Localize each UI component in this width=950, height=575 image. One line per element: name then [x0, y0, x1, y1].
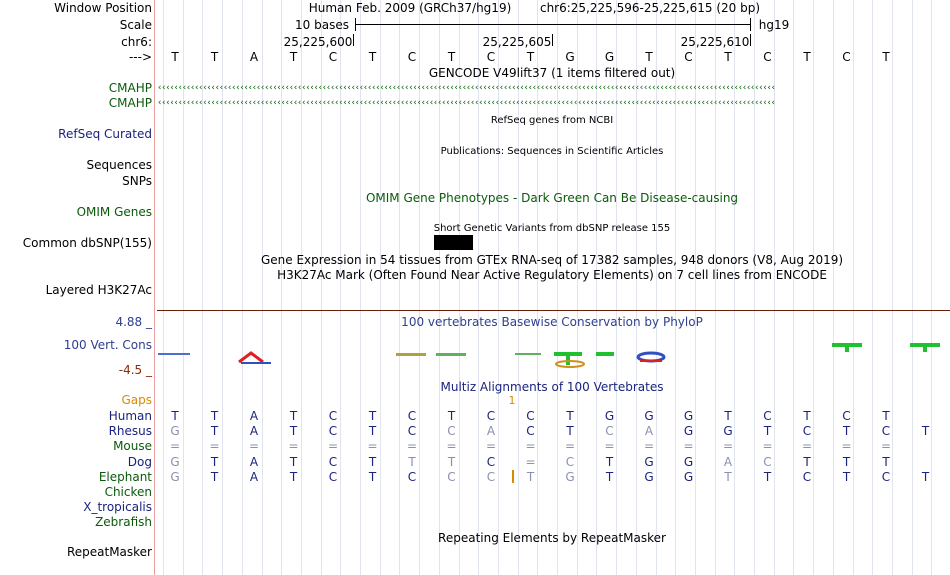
ruler-base: T	[645, 50, 653, 64]
mouse-base: =	[564, 439, 576, 453]
gtex-track-title[interactable]: Gene Expression in 54 tissues from GTEx RNA-seq of 17382 samples, 948 donors (V8, Aug 2019)	[260, 253, 844, 267]
human-base: T	[171, 409, 179, 423]
elephant-base: C	[486, 470, 496, 484]
mouse-base: =	[801, 439, 813, 453]
cmahp-label-2[interactable]: CMAHP	[108, 96, 152, 110]
coord-tick-1	[353, 34, 354, 46]
coord-tick-2	[552, 34, 553, 46]
mouse-base: =	[525, 439, 536, 453]
gencode-track-title[interactable]: GENCODE V49lift37 (1 items filtered out)	[428, 66, 676, 80]
elephant-base: T	[921, 470, 930, 484]
mouse-label: Mouse	[113, 439, 152, 453]
dog-base: =	[525, 455, 536, 469]
human-base: T	[882, 409, 890, 423]
human-base: C	[842, 409, 851, 423]
elephant-base: G	[644, 470, 654, 484]
coord-tick-3	[750, 34, 751, 46]
dog-base: G	[170, 455, 180, 469]
scale-label: Scale	[119, 18, 152, 32]
publications-track-title[interactable]: Publications: Sequences in Scientific Articles	[440, 146, 664, 157]
human-base: C	[407, 409, 417, 423]
dog-base: C	[565, 455, 575, 469]
omim-track-title[interactable]: OMIM Gene Phenotypes - Dark Green Can Be Disease-causing	[365, 191, 739, 205]
h3k27ac-signal-line	[157, 310, 950, 311]
cmahp-feature-1[interactable]: ‹‹‹‹‹‹‹‹‹‹‹‹‹‹‹‹‹‹‹‹‹‹‹‹‹‹‹‹‹‹‹‹‹‹‹‹‹‹‹‹‹‹‹‹‹‹‹‹‹‹‹‹‹‹‹‹‹‹‹‹‹‹‹‹‹‹‹‹‹‹‹‹‹‹‹‹‹‹‹‹‹‹‹‹‹‹‹‹‹‹‹‹‹‹‹‹‹‹‹‹‹‹‹‹‹‹‹‹‹‹‹‹‹‹‹‹‹‹‹‹‹‹‹‹‹‹‹‹‹‹‹‹‹‹‹‹‹‹‹‹‹‹‹‹‹‹‹‹‹‹	[157, 84, 775, 92]
mouse-base: =	[367, 439, 378, 453]
mouse-base: =	[406, 439, 418, 453]
cmahp-feature-2[interactable]: ‹‹‹‹‹‹‹‹‹‹‹‹‹‹‹‹‹‹‹‹‹‹‹‹‹‹‹‹‹‹‹‹‹‹‹‹‹‹‹‹‹‹‹‹‹‹‹‹‹‹‹‹‹‹‹‹‹‹‹‹‹‹‹‹‹‹‹‹‹‹‹‹‹‹‹‹‹‹‹‹‹‹‹‹‹‹‹‹‹‹‹‹‹‹‹‹‹‹‹‹‹‹‹‹‹‹‹‹‹‹‹‹‹‹‹‹‹‹‹‹‹‹‹‹‹‹‹‹‹‹‹‹‹‹‹‹‹‹‹‹‹‹‹‹‹‹‹‹‹‹	[157, 99, 775, 107]
cmahp-label-1[interactable]: CMAHP	[108, 81, 152, 95]
elephant-base: C	[881, 470, 891, 484]
rhesus-base: C	[526, 424, 535, 438]
coord-25225600: 25,225,600	[283, 35, 353, 49]
dog-base: G	[644, 455, 654, 469]
dog-base: T	[289, 455, 298, 469]
ruler-base: T	[210, 50, 219, 64]
dog-base: C	[486, 455, 496, 469]
label-separator	[154, 0, 155, 575]
refseq-track-title[interactable]: RefSeq genes from NCBI	[490, 115, 614, 126]
dog-base: C	[763, 455, 772, 469]
mouse-base: =	[880, 439, 892, 453]
omim-genes-label[interactable]: OMIM Genes	[76, 205, 152, 219]
elephant-base: C	[328, 470, 338, 484]
cons-logo-t3	[832, 343, 862, 352]
strand-arrow-label: --->	[128, 50, 152, 64]
elephant-base: T	[842, 470, 851, 484]
mouse-base: =	[683, 439, 694, 453]
elephant-base: G	[170, 470, 180, 484]
dog-label: Dog	[127, 455, 152, 469]
human-base: T	[803, 409, 811, 423]
dog-base: A	[249, 455, 259, 469]
mouse-base: =	[248, 439, 260, 453]
human-base: C	[763, 409, 772, 423]
cons-logo-t2	[596, 352, 614, 356]
layered-h3k27ac-label[interactable]: Layered H3K27Ac	[45, 283, 152, 297]
multiz-track-title[interactable]: Multiz Alignments of 100 Vertebrates	[440, 380, 664, 394]
ruler-base: T	[882, 50, 890, 64]
elephant-base: T	[763, 470, 772, 484]
rhesus-base: A	[249, 424, 259, 438]
phylop-track-title[interactable]: 100 vertebrates Basewise Conservation by PhyloP	[401, 315, 703, 329]
ruler-base: G	[565, 50, 575, 64]
rhesus-base: T	[921, 424, 930, 438]
ruler-base: T	[289, 50, 298, 64]
ruler-base: T	[368, 50, 377, 64]
rhesus-base: G	[170, 424, 180, 438]
assembly-title: Human Feb. 2009 (GRCh37/hg19)	[308, 1, 512, 15]
mouse-base: =	[762, 439, 773, 453]
h3k27ac-track-title[interactable]: H3K27Ac Mark (Often Found Near Active Regulatory Elements) on 7 cell lines from ENCODE	[277, 268, 827, 282]
ruler-base: C	[842, 50, 851, 64]
coord-25225610: 25,225,610	[680, 35, 750, 49]
window-position-label: Window Position	[54, 1, 152, 15]
rhesus-base: C	[328, 424, 338, 438]
cons-bar-2	[396, 353, 466, 356]
human-base: C	[486, 409, 496, 423]
elephant-base: C	[447, 470, 456, 484]
phylop-conservation-plot	[0, 340, 950, 370]
ruler-base: T	[724, 50, 732, 64]
elephant-base: T	[210, 470, 219, 484]
cons-bar-3	[515, 353, 541, 355]
dbsnp-variant-block[interactable]	[434, 235, 473, 250]
human-base: C	[328, 409, 338, 423]
elephant-base: G	[565, 470, 575, 484]
refseq-curated-label[interactable]: RefSeq Curated	[58, 127, 152, 141]
sequences-label[interactable]: Sequences	[86, 158, 152, 172]
elephant-base: G	[683, 470, 694, 484]
human-base: T	[210, 409, 219, 423]
dog-base: A	[723, 455, 733, 469]
human-base: T	[447, 409, 456, 423]
mouse-base: =	[209, 439, 220, 453]
elephant-base: T	[605, 470, 614, 484]
elephant-base: C	[802, 470, 812, 484]
rhesus-base: C	[407, 424, 417, 438]
common-dbsnp-label[interactable]: Common dbSNP(155)	[22, 236, 152, 250]
dog-base: T	[803, 455, 811, 469]
ruler-base: G	[604, 50, 615, 64]
dog-base: T	[882, 455, 890, 469]
rhesus-base: A	[644, 424, 654, 438]
human-base: G	[644, 409, 654, 423]
rhesus-base: T	[289, 424, 298, 438]
chicken-label: Chicken	[104, 485, 152, 499]
dog-base: T	[408, 455, 416, 469]
dbsnp-track-title[interactable]: Short Genetic Variants from dbSNP release 155	[433, 223, 671, 234]
ruler-base: C	[763, 50, 772, 64]
ruler-base: T	[803, 50, 811, 64]
ruler-base: T	[447, 50, 456, 64]
ruler-base: A	[249, 50, 259, 64]
zebrafish-label: Zebrafish	[95, 515, 152, 529]
mouse-base: =	[288, 439, 299, 453]
cons-bar-1	[158, 353, 190, 355]
gap-insertion-mark	[512, 470, 514, 483]
dog-base: T	[447, 455, 456, 469]
vert-cons-label[interactable]: 100 Vert. Cons	[63, 338, 152, 352]
human-base: A	[249, 409, 259, 423]
human-base: G	[604, 409, 615, 423]
cons-logo-t4	[910, 343, 940, 352]
ruler-base: C	[684, 50, 693, 64]
rhesus-label: Rhesus	[108, 424, 152, 438]
human-base: T	[289, 409, 298, 423]
mouse-base: =	[722, 439, 734, 453]
cons-logo-t1	[554, 352, 584, 367]
elephant-label: Elephant	[98, 470, 152, 484]
rhesus-base: T	[368, 424, 377, 438]
dog-base: T	[368, 455, 377, 469]
human-base: C	[526, 409, 535, 423]
dog-base: G	[683, 455, 694, 469]
xtropicalis-label: X_tropicalis	[83, 500, 152, 514]
scale-db: hg19	[758, 18, 790, 32]
ruler-base: C	[486, 50, 496, 64]
elephant-base: A	[249, 470, 259, 484]
coord-25225605: 25,225,605	[482, 35, 552, 49]
rhesus-base: G	[683, 424, 694, 438]
mouse-base: =	[327, 439, 339, 453]
rhesus-base: T	[763, 424, 772, 438]
position-range: chr6:25,225,596-25,225,615 (20 bp)	[539, 1, 761, 15]
mouse-base: =	[485, 439, 497, 453]
rhesus-base: T	[566, 424, 574, 438]
rhesus-base: C	[447, 424, 456, 438]
human-base: G	[683, 409, 694, 423]
ruler-base: T	[526, 50, 535, 64]
repeatmasker-label[interactable]: RepeatMasker	[66, 545, 152, 559]
dog-base: C	[328, 455, 338, 469]
human-base: T	[724, 409, 732, 423]
scale-bar-end-tick	[750, 18, 751, 31]
elephant-base: T	[526, 470, 535, 484]
chr-label: chr6:	[121, 35, 152, 49]
dog-base: T	[605, 455, 614, 469]
scale-bar-start-tick	[355, 18, 356, 31]
ruler-base: T	[171, 50, 179, 64]
cons-max-label: 4.88 _	[115, 315, 152, 329]
rhesus-base: T	[842, 424, 851, 438]
rhesus-base: C	[802, 424, 812, 438]
repeatmasker-track-title[interactable]: Repeating Elements by RepeatMasker	[438, 531, 666, 545]
elephant-base: T	[368, 470, 377, 484]
elephant-base: C	[407, 470, 417, 484]
ruler-base: C	[328, 50, 338, 64]
gaps-label: Gaps	[121, 393, 152, 407]
mouse-base: =	[446, 439, 457, 453]
cons-logo-g	[638, 353, 664, 362]
elephant-base: T	[289, 470, 298, 484]
mouse-base: =	[643, 439, 655, 453]
rhesus-base: T	[210, 424, 219, 438]
snps-label[interactable]: SNPs	[122, 174, 152, 188]
rhesus-base: C	[881, 424, 891, 438]
human-base: T	[368, 409, 377, 423]
dog-base: T	[842, 455, 851, 469]
gap-count-mark: 1	[508, 394, 516, 407]
elephant-base: T	[724, 470, 732, 484]
mouse-base: =	[604, 439, 615, 453]
human-label: Human	[108, 409, 152, 423]
human-base: T	[566, 409, 574, 423]
cons-min-label: -4.5 _	[118, 363, 152, 377]
rhesus-base: C	[605, 424, 614, 438]
mouse-base: =	[169, 439, 181, 453]
scale-bar	[355, 24, 751, 25]
rhesus-base: G	[723, 424, 733, 438]
cons-logo-a	[239, 353, 271, 364]
mouse-base: =	[841, 439, 852, 453]
scale-bar-text: 10 bases	[295, 18, 349, 32]
rhesus-base: A	[486, 424, 496, 438]
ruler-base: C	[407, 50, 417, 64]
dog-base: T	[210, 455, 219, 469]
